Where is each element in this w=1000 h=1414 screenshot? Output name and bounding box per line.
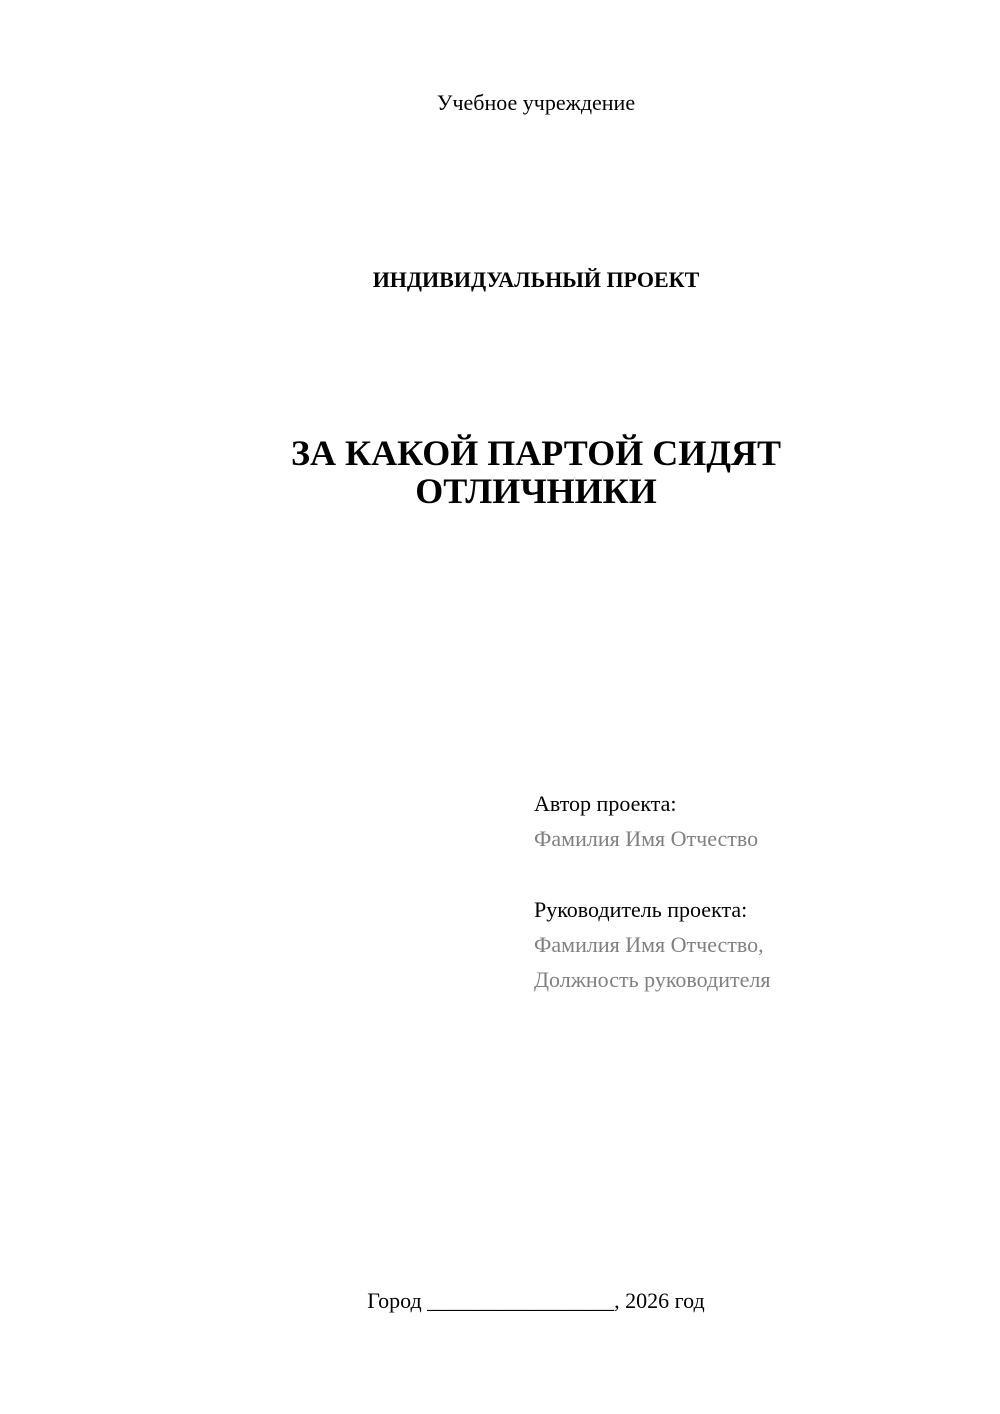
institution-name: Учебное учреждение [436, 90, 636, 115]
project-title-line-2: ОТЛИЧНИКИ [415, 471, 657, 511]
supervisor-name: Фамилия Имя Отчество, [534, 932, 764, 957]
author-block [534, 786, 758, 856]
supervisor-block [534, 892, 770, 997]
author-name: Фамилия Имя Отчество [534, 826, 759, 851]
project-title [0, 434, 1000, 510]
supervisor-label: Руководитель проекта: [534, 897, 748, 922]
project-title-line-1: ЗА КАКОЙ ПАРТОЙ СИДЯТ [290, 433, 782, 473]
author-label: Автор проекта: [534, 791, 677, 816]
supervisor-position: Должность руководителя [534, 967, 771, 992]
document-type: ИНДИВИДУАЛЬНЫЙ ПРОЕКТ [372, 267, 700, 292]
city-year-line: Город _________________, 2026 год [367, 1288, 705, 1313]
